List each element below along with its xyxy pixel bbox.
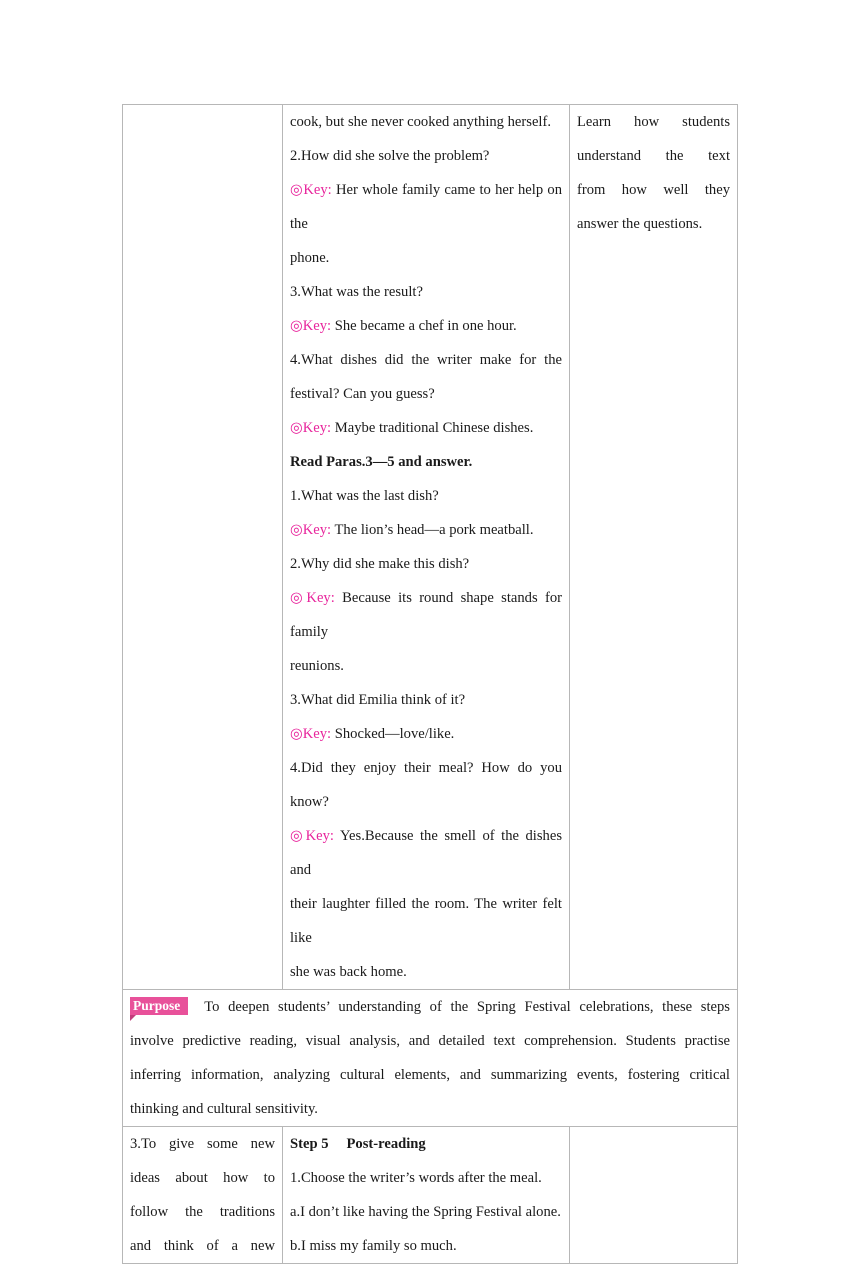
text-line: [290, 649, 562, 683]
objective-line: [130, 1195, 275, 1229]
purpose-notes-cell: [570, 105, 738, 990]
text-line: [290, 241, 562, 275]
objective-line: [130, 1127, 275, 1161]
line-text: 1.Choose the writer’s words after the meal.: [290, 1170, 542, 1186]
line-text: Learn how students: [577, 114, 730, 130]
text-line: [290, 343, 562, 377]
text-line: [290, 479, 562, 513]
line-text: The lion’s head—a pork meatball.: [334, 522, 534, 538]
line-text: Shocked—love/like.: [334, 726, 455, 742]
key-label: ◎Key:: [290, 420, 335, 436]
line-text: 3.What was the result?: [290, 284, 423, 300]
key-label: ◎Key:: [290, 726, 335, 742]
text-line: [290, 955, 562, 989]
line-text: festival? Can you guess?: [290, 386, 435, 402]
step-heading: [290, 1127, 562, 1161]
line-text: ideas about how to: [130, 1170, 275, 1186]
line-text: Maybe traditional Chinese dishes.: [334, 420, 534, 436]
line-text: understand the text: [577, 148, 730, 164]
text-line: [290, 683, 562, 717]
key-label: ◎Key:: [290, 522, 335, 538]
line-text: To deepen students’ understanding of the Spring Festival celebrations, these steps: [204, 999, 730, 1015]
objective-line: [130, 1229, 275, 1263]
answer-key-line: [290, 173, 562, 241]
line-text: a.I don’t like having the Spring Festival alone.: [290, 1204, 561, 1220]
note-line: [577, 173, 730, 207]
answer-key-line: [290, 513, 562, 547]
line-text: She became a chef in one hour.: [334, 318, 517, 334]
text-line: [290, 105, 562, 139]
line-text: involve predictive reading, visual analysis, and detailed text comprehension. Students practise: [130, 1033, 730, 1049]
text-line: [290, 547, 562, 581]
line-text: reunions.: [290, 658, 344, 674]
table-row: [123, 105, 738, 990]
text-line: [290, 377, 562, 411]
line-text: 4.Did they enjoy their meal? How do you know?: [290, 760, 562, 810]
purpose-badge: Purpose: [130, 997, 188, 1015]
line-text: she was back home.: [290, 964, 407, 980]
line-text: and think of a new: [130, 1238, 275, 1254]
note-line: [577, 207, 730, 241]
step-label: Step 5: [290, 1136, 329, 1152]
line-text: answer the questions.: [577, 216, 703, 232]
text-line: [290, 139, 562, 173]
notes-cell-empty: [570, 1127, 738, 1264]
key-label: ◎Key:: [290, 182, 336, 198]
answer-key-line: [290, 411, 562, 445]
table-row: [123, 990, 738, 1127]
step-title: Post-reading: [346, 1136, 426, 1152]
text-line: [290, 275, 562, 309]
line-text: 1.What was the last dish?: [290, 488, 439, 504]
objective-cell-empty: [123, 105, 283, 990]
note-line: [577, 105, 730, 139]
answer-key-line: [290, 581, 562, 649]
line-text: Her whole family came to her help on the: [290, 182, 562, 232]
post-reading-cell: [283, 1127, 570, 1264]
line-text: phone.: [290, 250, 330, 266]
line-text: thinking and cultural sensitivity.: [130, 1101, 318, 1117]
purpose-cell: [123, 990, 738, 1127]
line-text: 2.How did she solve the problem?: [290, 148, 490, 164]
line-text: from how well they: [577, 182, 730, 198]
objective-cell: [123, 1127, 283, 1264]
text-line: [290, 751, 562, 819]
procedure-cell: [283, 105, 570, 990]
note-line: [577, 139, 730, 173]
key-label: ◎Key:: [290, 590, 343, 606]
line-text: b.I miss my family so much.: [290, 1238, 457, 1254]
text-line: [290, 1229, 562, 1263]
text-line: [290, 1195, 562, 1229]
line-text: 3.To give some new: [130, 1136, 275, 1152]
text-line: [290, 1161, 562, 1195]
purpose-line: [130, 1058, 730, 1092]
line-text: inferring information, analyzing cultural elements, and summarizing events, fostering critical: [130, 1067, 730, 1083]
line-text: Read Paras.3—5 and answer.: [290, 454, 473, 470]
table-row: [123, 1127, 738, 1264]
key-label: ◎Key:: [290, 318, 335, 334]
purpose-line: [130, 1092, 730, 1126]
purpose-line: [130, 1024, 730, 1058]
answer-key-line: [290, 717, 562, 751]
text-line: [290, 445, 562, 479]
line-text: their laughter filled the room. The writer felt like: [290, 896, 562, 946]
line-text: 2.Why did she make this dish?: [290, 556, 470, 572]
line-text: Yes.Because the smell of the dishes and: [290, 828, 562, 878]
line-text: follow the traditions: [130, 1204, 275, 1220]
lesson-plan-table: [122, 104, 738, 1264]
answer-key-line: [290, 819, 562, 887]
objective-line: [130, 1161, 275, 1195]
line-text: 4.What dishes did the writer make for the: [290, 352, 562, 368]
line-text: cook, but she never cooked anything herself.: [290, 114, 551, 130]
line-text: Because its round shape stands for family: [290, 590, 562, 640]
answer-key-line: [290, 309, 562, 343]
text-line: [290, 887, 562, 955]
key-label: ◎Key:: [290, 828, 340, 844]
line-text: 3.What did Emilia think of it?: [290, 692, 466, 708]
purpose-line: [130, 990, 730, 1024]
